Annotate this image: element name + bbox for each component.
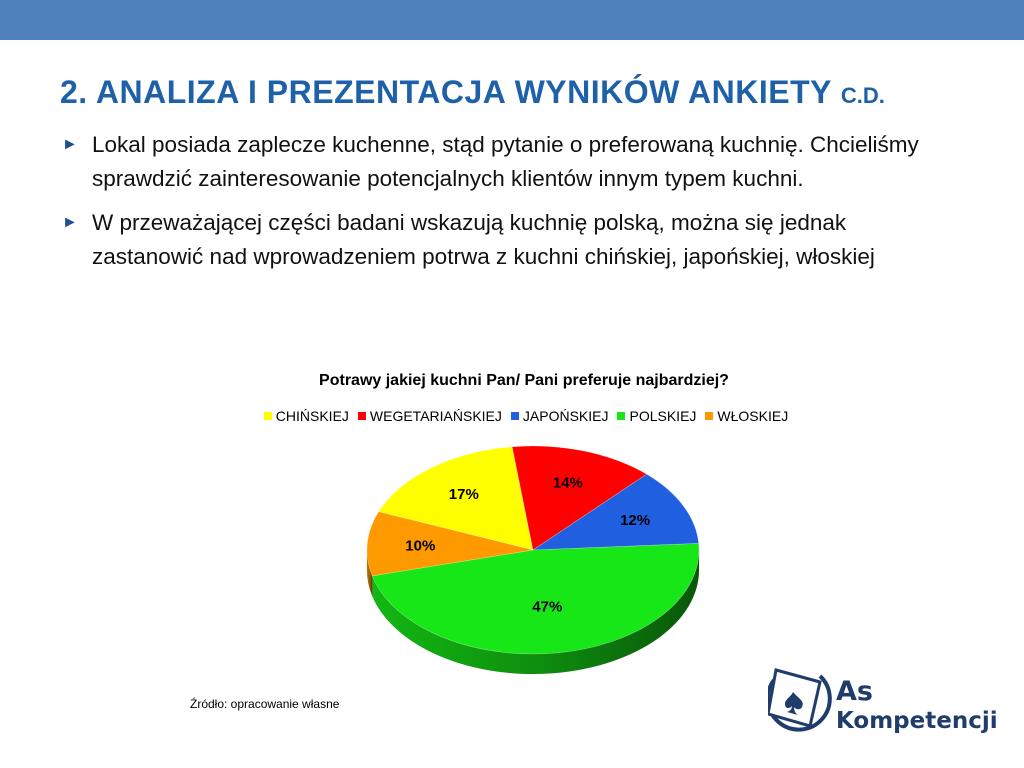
slide-title-suffix: C.D. [840,83,885,108]
legend-label: CHIŃSKIEJ [275,408,349,424]
legend-label: JAPOŃSKIEJ [522,408,609,424]
logo-text-kompetencji: Kompetencji [836,708,998,734]
pie-data-label: 17% [448,486,479,504]
source-note: Źródło: opracowanie własne [190,697,340,711]
legend-label: WEGETARIAŃSKIEJ [369,408,502,424]
bullet-arrow-icon: ► [62,136,78,153]
logo-emblem-icon [768,668,834,748]
logo-text-as: As [836,676,873,707]
bullet-text: Lokal posiada zaplecze kuchenne, stąd pytanie o preferowaną kuchnię. Chcieliśmy sprawdzić zainteresowanie potencjalnych klientów innym typem kuchni. [92,132,919,191]
pie-data-label: 14% [552,474,583,492]
legend-label: POLSKIEJ [629,408,697,424]
legend-label: WŁOSKIEJ [717,408,789,424]
bullet-arrow-icon: ► [62,214,78,231]
pie-data-label: 12% [620,511,651,529]
logo [768,668,998,748]
chart-title: Potrawy jakiej kuchni Pan/ Pani preferuje najbardziej? [319,372,729,389]
pie-data-label: 10% [405,537,436,555]
bullet-text: W przeważającej części badani wskazują kuchnię polską, można się jednak zastanowić nad wprowadzeniem potrwa z kuchni chińskiej, japońskiej, włoskiej [92,210,875,269]
pie-data-label: 47% [532,598,563,616]
slide-title-main: 2. ANALIZA I PREZENTACJA WYNIKÓW ANKIETY [60,74,832,110]
